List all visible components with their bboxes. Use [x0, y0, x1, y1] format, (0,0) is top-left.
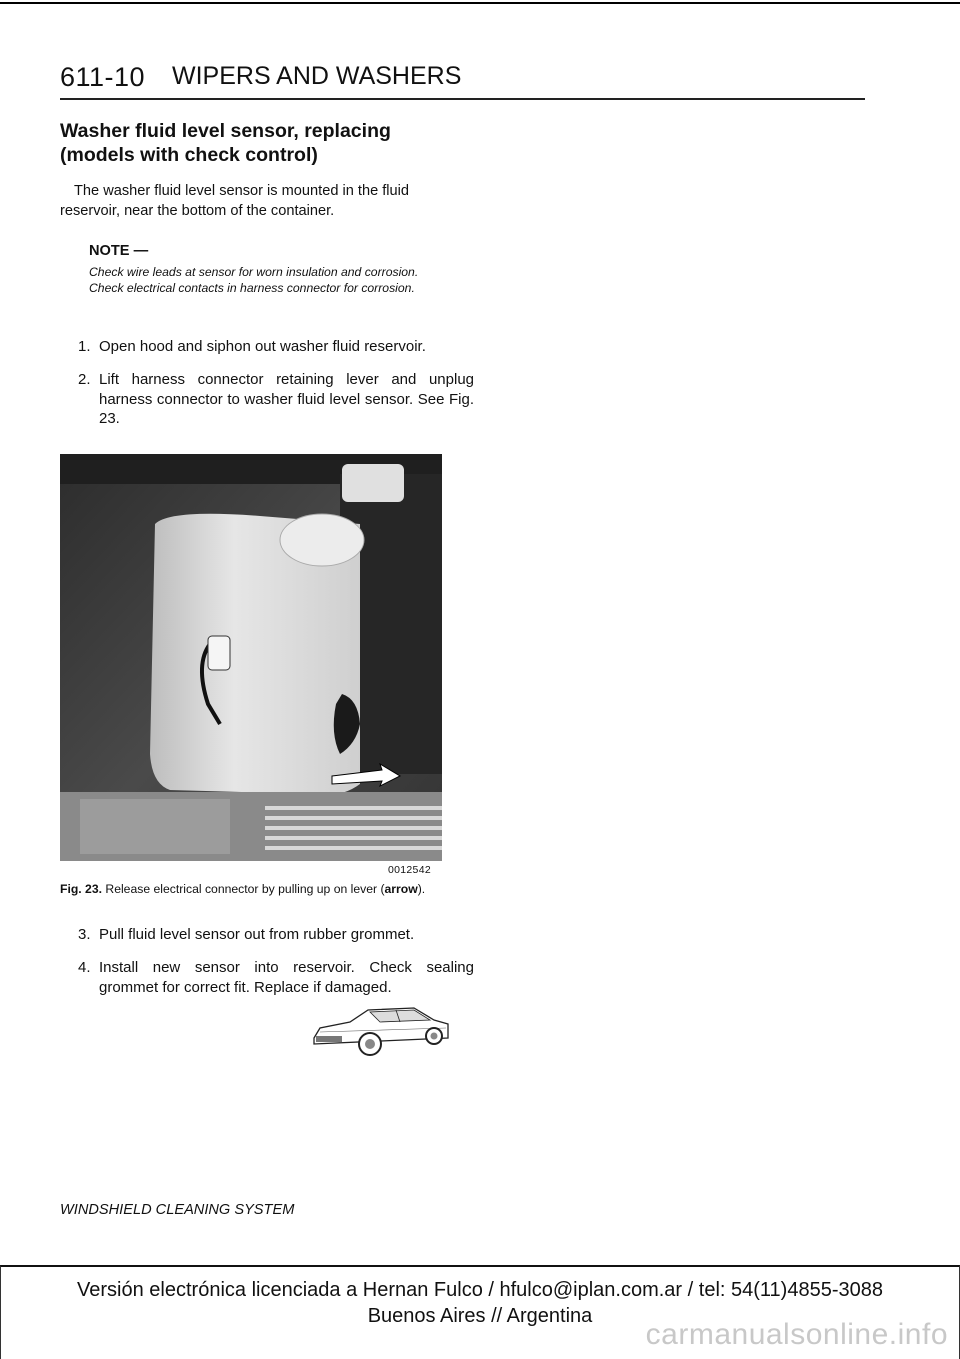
step-number: 1. — [78, 338, 91, 355]
filler-neck — [342, 464, 404, 502]
figure-caption — [60, 881, 460, 897]
figure-label: Fig. 23. — [60, 882, 102, 896]
step-number: 2. — [78, 371, 91, 388]
section-title-line1: Washer fluid level sensor, replacing — [60, 120, 391, 142]
reservoir-cap — [280, 514, 364, 566]
section-title — [60, 119, 480, 167]
section-title-line2: (models with check control) — [60, 144, 318, 166]
watermark: carmanualsonline.info — [645, 1318, 948, 1351]
figure-caption-arrow: arrow — [384, 882, 418, 896]
intro-paragraph: The washer fluid level sensor is mounted in the fluid reservoir, near the bottom of the container. — [60, 183, 410, 219]
step-number: 4. — [78, 959, 91, 976]
step-text: Install new sensor into reservoir. Check sealing grommet for correct fit. Replace if damaged. — [99, 959, 474, 996]
car-icon — [310, 998, 452, 1060]
top-rule — [0, 2, 960, 4]
license-line-2: Buenos Aires // Argentina — [367, 1305, 593, 1327]
figure-23-photo — [60, 454, 442, 861]
figure-caption-end: ). — [417, 882, 426, 896]
footer-section-name: WINDSHIELD CLEANING SYSTEM — [60, 1202, 295, 1218]
license-line-1: Versión electrónica licenciada a Hernan Fulco / hfulco@iplan.com.ar / tel: 54(11)4855-3088 — [77, 1279, 883, 1301]
figure-code: 0012542 — [388, 864, 431, 876]
note-label: NOTE — — [89, 243, 149, 259]
figure-caption-text: Release electrical connector by pulling up on lever ( — [105, 882, 385, 896]
step-text: Open hood and siphon out washer fluid reservoir. — [99, 338, 426, 355]
step-text: Lift harness connector retaining lever and unplug harness connector to washer fluid level sensor. See Fig. 23. — [99, 371, 474, 427]
page-header — [60, 60, 865, 100]
sensor-connector — [208, 636, 230, 670]
air-box — [80, 799, 230, 854]
step-text: Pull fluid level sensor out from rubber grommet. — [99, 926, 415, 943]
step-number: 3. — [78, 926, 91, 943]
chapter-title: WIPERS AND WASHERS — [172, 62, 462, 90]
note-text: Check wire leads at sensor for worn insulation and corrosion. Check electrical contacts in harness connector for corrosion. — [89, 265, 419, 295]
page-number: 611-10 — [60, 62, 146, 92]
